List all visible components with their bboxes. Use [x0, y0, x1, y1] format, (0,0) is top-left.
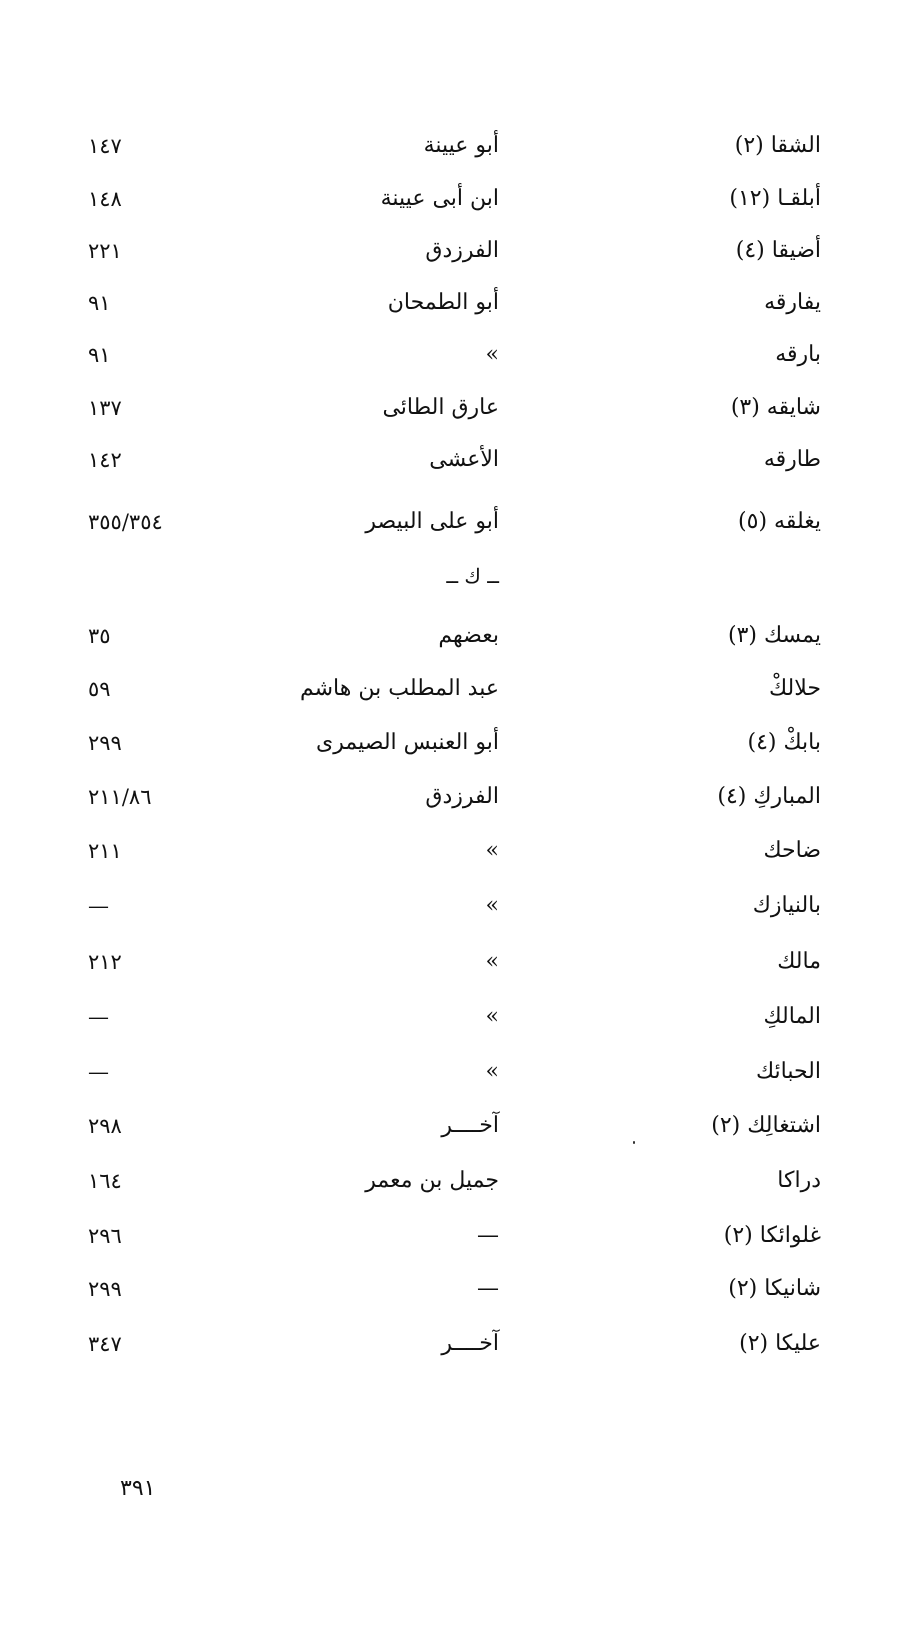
poet-name: الفرزدق [425, 238, 499, 263]
page-reference: ٢١١ [88, 839, 122, 863]
poet-name: — [477, 1276, 499, 1301]
page-reference: ٣٥ [88, 624, 111, 648]
rhyme-word: دراكا [777, 1168, 821, 1193]
section-letter: ــ ك ــ [446, 564, 499, 588]
page-reference: ٢١١/٨٦ [88, 785, 152, 809]
page-number: ٣٩١ [120, 1476, 156, 1501]
index-row [0, 500, 909, 544]
page-reference: ٢٢١ [88, 239, 122, 263]
page-reference: ١٤٧ [88, 134, 122, 158]
page-reference: ٢٩٨ [88, 1114, 122, 1138]
rhyme-word: المباركِ (٤) [717, 784, 821, 809]
poet-name: » [485, 893, 499, 918]
index-row [0, 1322, 909, 1366]
index-row [0, 229, 909, 273]
index-row [0, 1267, 909, 1311]
poet-name: عارق الطائى [382, 395, 499, 420]
page-reference: — [88, 894, 110, 918]
index-row [0, 775, 909, 819]
poet-name: » [485, 342, 499, 367]
rhyme-word: غلوائكا (٢) [723, 1223, 821, 1248]
page-reference: ١٣٧ [88, 396, 122, 420]
index-row [0, 438, 909, 482]
rhyme-word: يغلقه (٥) [738, 509, 821, 534]
page-reference: ٢٩٩ [88, 731, 122, 755]
page-reference: ١٦٤ [88, 1169, 122, 1193]
index-row [0, 1050, 909, 1094]
section-divider [0, 554, 909, 598]
rhyme-word: عليكا (٢) [739, 1331, 821, 1356]
index-row [0, 667, 909, 711]
index-row [0, 281, 909, 325]
rhyme-word: يمسك (٣) [727, 623, 821, 648]
page-reference: ٣٥٥/٣٥٤ [88, 510, 163, 534]
rhyme-word: المالكِ [763, 1004, 821, 1029]
ink-speck [633, 1141, 635, 1144]
poet-name: — [477, 1223, 499, 1248]
rhyme-word: بالنيازك [752, 893, 821, 918]
poet-name: » [485, 838, 499, 863]
page-reference: ١٤٨ [88, 187, 122, 211]
page-reference: — [88, 1005, 110, 1029]
poet-name: » [485, 1004, 499, 1029]
poet-name: » [485, 949, 499, 974]
poet-name: ابن أبى عيينة [380, 186, 499, 211]
index-row [0, 829, 909, 873]
poet-name: أبو عيينة [423, 133, 499, 158]
index-row [0, 614, 909, 658]
page-reference: ٥٩ [88, 677, 111, 701]
page-reference: ٣٤٧ [88, 1332, 122, 1356]
rhyme-word: حلالكْ [769, 676, 821, 701]
page-reference: ٩١ [88, 291, 111, 315]
page-reference: — [88, 1060, 110, 1084]
page-reference: ٢٩٦ [88, 1224, 122, 1248]
poet-name: بعضهم [438, 623, 499, 648]
poet-name: آخــــر [441, 1113, 499, 1138]
index-row [0, 177, 909, 221]
rhyme-word: يفارقه [764, 290, 821, 315]
page-reference: ١٤٢ [88, 448, 122, 472]
index-row [0, 721, 909, 765]
poet-name: » [485, 1059, 499, 1084]
index-row [0, 1104, 909, 1148]
rhyme-word: بابكْ (٤) [747, 730, 821, 755]
rhyme-word: مالك [777, 949, 821, 974]
rhyme-word: أضيقا (٤) [735, 238, 821, 263]
rhyme-word: شايقه (٣) [730, 395, 821, 420]
index-row [0, 124, 909, 168]
poet-name: الأعشى [429, 447, 499, 472]
page-reference: ٢٩٩ [88, 1277, 122, 1301]
poet-name: أبو العنبس الصيمرى [316, 730, 499, 755]
index-row [0, 1159, 909, 1203]
index-row [0, 333, 909, 377]
poet-name: الفرزدق [425, 784, 499, 809]
rhyme-word: شانيكا (٢) [728, 1276, 821, 1301]
index-row [0, 1214, 909, 1258]
index-row [0, 386, 909, 430]
poet-name: آخــــر [441, 1331, 499, 1356]
rhyme-word: ضاحك [763, 838, 821, 863]
rhyme-word: بارقه [775, 342, 821, 367]
index-row [0, 940, 909, 984]
poet-name: عبد المطلب بن هاشم [299, 676, 499, 701]
poet-name: أبو على البيصر [365, 509, 499, 534]
page-reference: ٢١٢ [88, 950, 122, 974]
index-row [0, 884, 909, 928]
rhyme-word: الحبائك [755, 1059, 821, 1084]
rhyme-word: الشقا (٢) [734, 133, 821, 158]
poet-name: أبو الطمحان [387, 290, 499, 315]
index-row [0, 995, 909, 1039]
rhyme-word: طارقه [763, 447, 821, 472]
rhyme-word: اشتغالِك (٢) [711, 1113, 821, 1138]
page-reference: ٩١ [88, 343, 111, 367]
rhyme-word: أبلقـا (١٢) [729, 186, 821, 211]
poet-name: جميل بن معمر [365, 1168, 499, 1193]
